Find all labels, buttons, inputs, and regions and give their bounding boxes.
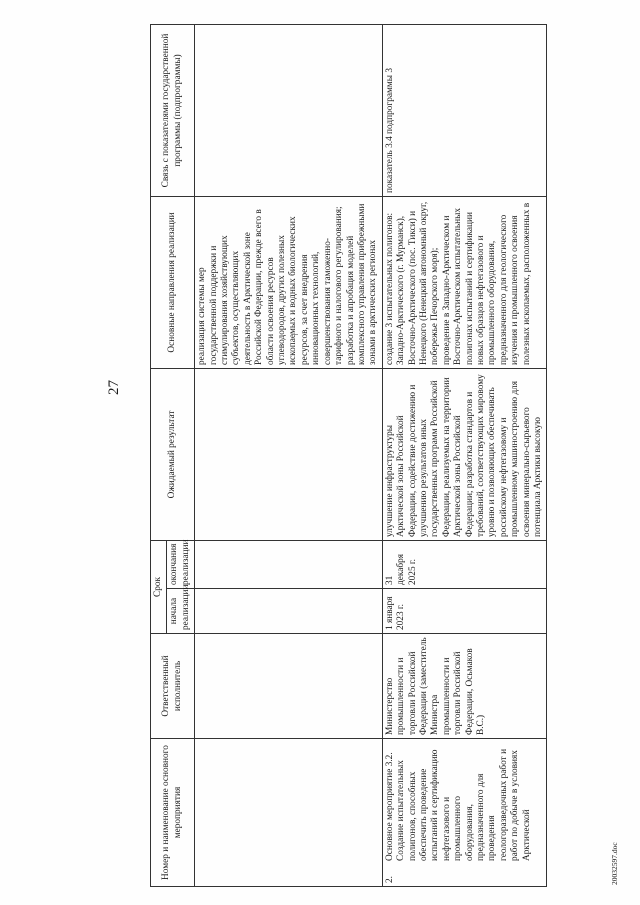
page-number: 27 [106,380,122,395]
cell-empty [195,589,383,634]
cell-directions-continued: реализация системы мер государственной поддержки и стимулирования хозяйствующих субъектов, осуществляющих деятельность в Арктической зоне Российской Федерации, прежде всего в области освоения ресурсов углеводородов, других полезных ископаемых и водных биологических ресурсов, за счет внедрения инновационных технологий, совершенствования таможенно-тарифного и налогового регулирования; разработка и апробация моделей комплексного управления прибрежными зонами в арктических регионах [195,196,383,368]
header-end: окончания реализации [167,540,195,588]
rotated-sheet [10,15,630,895]
cell-event [382,739,547,887]
header-link: Связь с показателями государственной программы (подпрограммы) [151,24,195,196]
header-directions: Основные направления реализации [151,196,195,368]
cell-executor: Министерство промышленности и торговли Российской Федерации (заместитель Министра промышленности и торговли Российской Федерации, Осьмаков В.С.) [382,634,547,739]
header-row [151,24,167,886]
cell-empty [195,540,383,588]
cell-start: 1 января 2023 г. [382,589,547,634]
table-row-continuation [195,24,383,886]
header-result: Ожидаемый результат [151,368,195,540]
table-row-2 [382,24,547,886]
events-table [150,24,547,887]
cell-result: улучшение инфраструктуры Арктической зоны Российской Федерации, содействие достижению и улучшению результатов иных государственных программ Российской Федерации, реализуемых на территории Арктической зоны Российской Федерации; разработка стандартов и требований, соответствующих мировому уровню и позволяющих обеспечивать российскому нефтегазовому и промышленному машиностроению для освоения минерально-сырьевого потенциала Арктики высокую [382,368,547,540]
cell-end: 31 декабря 2025 г. [382,540,547,588]
header-event: Номер и наименование основного мероприятия [151,739,195,887]
header-start: начала реализации [167,589,195,634]
cell-empty [195,24,383,196]
footer-filename: 20032597.doc [610,842,619,885]
event-name: Основное мероприятие 3.2. Создание испытательных полигонов, способных обеспечить проведение испытаний и сертификацию нефтегазового и промышленного оборудования, предназначенного для проведения геологоразведочных работ и работ по добыче в условиях Арктической [384,748,532,861]
cell-empty [195,739,383,887]
row-number: 2. [384,876,395,883]
cell-directions: создание 3 испытательных полигонов: Западно-Арктического (г. Мурманск), Восточно-Арктического (пос. Тикси) и Ненецкого (Ненецкий автономный округ, побережье Печорского моря); проведение в Западно-Арктическом и Восточно-Арктическом испытательных полигонах испытаний и сертификации новых образцов нефтегазового и промышленного оборудования, предназначенного для геологического изучения и промышленного освоения полезных ископаемых, расположенных в [382,196,547,368]
cell-empty [195,368,383,540]
header-term: Срок [151,540,167,633]
header-executor: Ответственный исполнитель [151,634,195,739]
cell-empty [195,634,383,739]
cell-link: показатель 3.4 подпрограммы 3 [382,24,547,196]
